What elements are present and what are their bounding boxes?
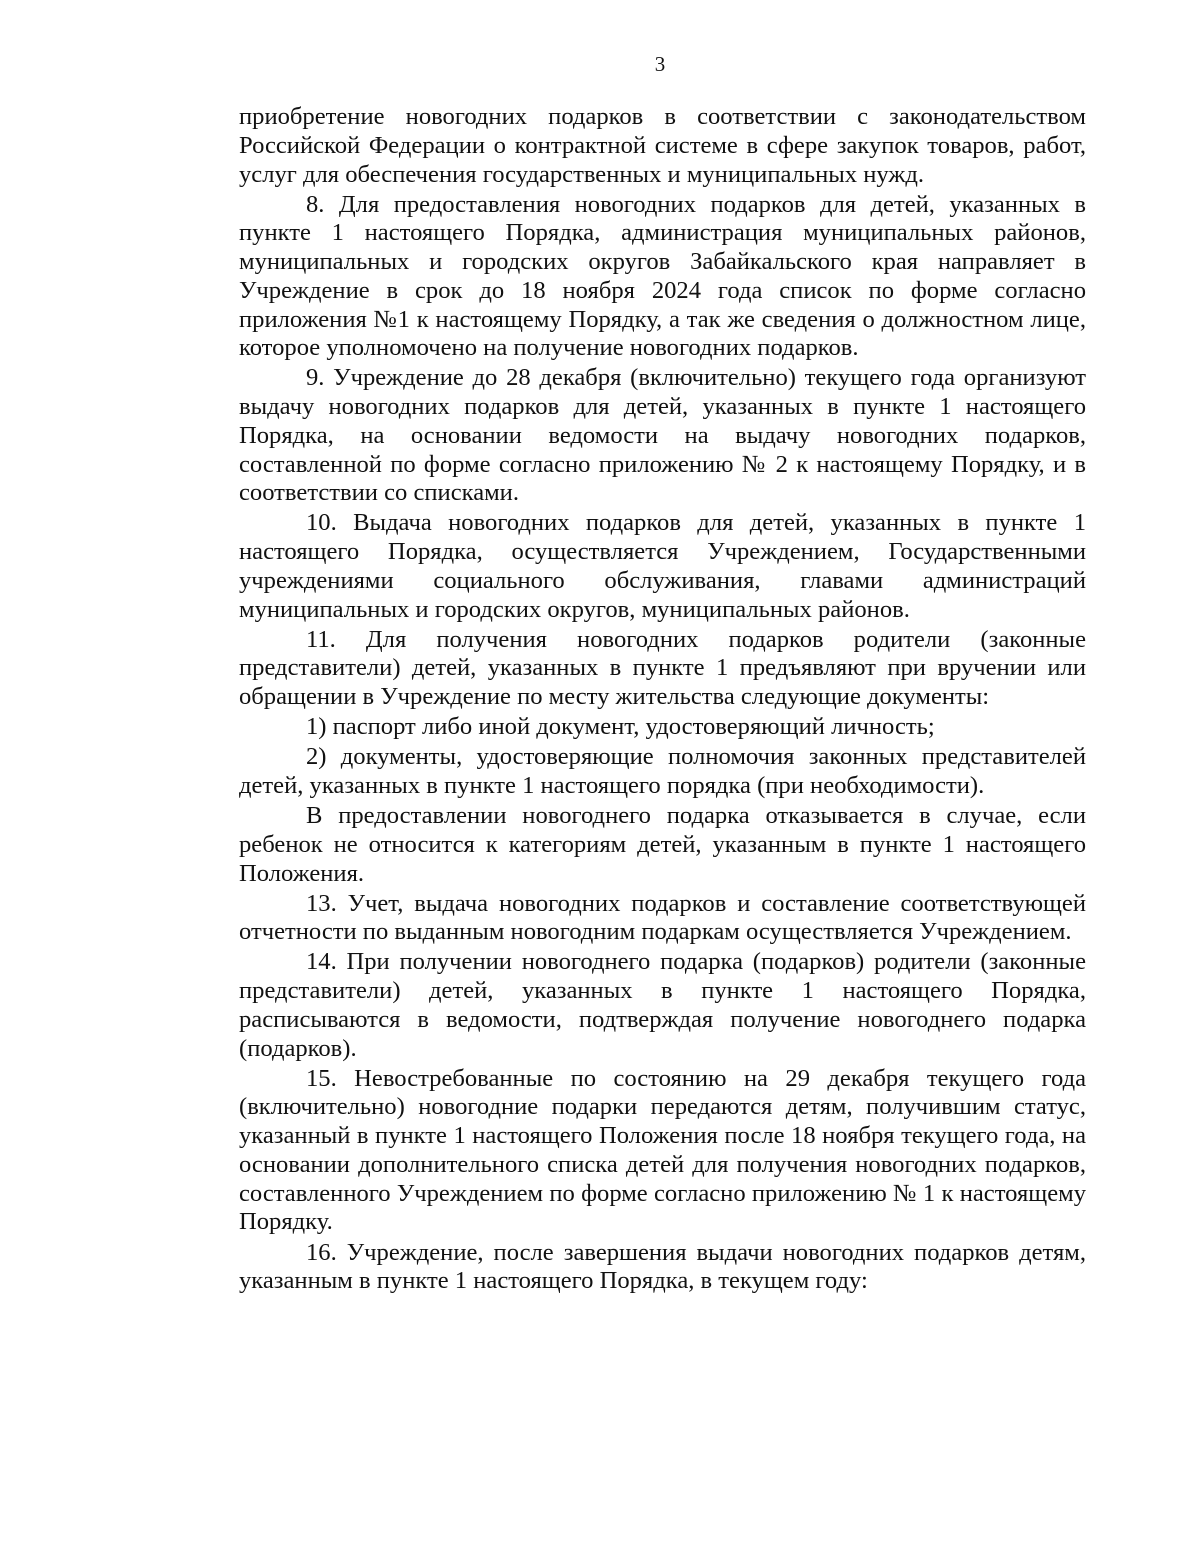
paragraph-subitem-2: 2) документы, удостоверяющие полномочия законных представителей детей, указанных в пункте 1 настоящего порядка (при необходимости). <box>239 743 1086 800</box>
paragraph-item-15: 15. Невостребованные по состоянию на 29 декабря текущего года (включительно) новогодние подарки передаются детям, получившим статус, указанный в пункте 1 настоящего Положения после 18 ноября текущего года, на основании дополнительного списка детей для получения новогодних подарков, составленного Учреждением по форме согласно приложению № 1 к настоящему Порядку. <box>239 1064 1086 1236</box>
paragraph-refusal: В предоставлении новогоднего подарка отказывается в случае, если ребенок не относится к категориям детей, указанным в пункте 1 настоящего Положения. <box>239 802 1086 887</box>
paragraph-item-10: 10. Выдача новогодних подарков для детей, указанных в пункте 1 настоящего Порядка, осуществляется Учреждением, Государственными учреждениями социального обслуживания, главами администраций муниципальных и городских округов, муниципальных районов. <box>239 509 1086 623</box>
paragraph-item-16: 16. Учреждение, после завершения выдачи новогодних подарков детям, указанным в пункте 1 настоящего Порядка, в текущем году: <box>239 1238 1086 1295</box>
paragraph-item-11: 11. Для получения новогодних подарков родители (законные представители) детей, указанных в пункте 1 предъявляют при вручении или обращении в Учреждение по месту жительства следующие документы: <box>239 625 1086 711</box>
document-body <box>239 103 1086 1297</box>
page-number: 3 <box>654 52 666 76</box>
paragraph-item-14: 14. При получении новогоднего подарка (подарков) родители (законные представители) детей, указанных в пункте 1 настоящего Порядка, расписываются в ведомости, подтверждая получение новогоднего подарка (подарков). <box>239 948 1086 1062</box>
paragraph-item-13: 13. Учет, выдача новогодних подарков и составление соответствующей отчетности по выданным новогодним подаркам осуществляется Учреждением. <box>239 889 1086 946</box>
paragraph-item-9: 9. Учреждение до 28 декабря (включительно) текущего года организуют выдачу новогодних подарков для детей, указанных в пункте 1 настоящего Порядка, на основании ведомости на выдачу новогодних подарков, составленной по форме согласно приложению № 2 к настоящему Порядку, и в соответствии со списками. <box>239 364 1086 507</box>
paragraph-continuation: приобретение новогодних подарков в соответствии с законодательством Российской Федерации о контрактной системе в сфере закупок товаров, работ, услуг для обеспечения государственных и муниципальных нужд. <box>239 103 1086 188</box>
paragraph-item-8: 8. Для предоставления новогодних подарков для детей, указанных в пункте 1 настоящего Порядка, администрация муниципальных районов, муниципальных и городских округов Забайкальского края направляет в Учреждение в срок до 18 ноября 2024 года список по форме согласно приложения №1 к настоящему Порядку, а так же сведения о должностном лице, которое уполномочено на получение новогодних подарков. <box>239 190 1086 362</box>
paragraph-subitem-1: 1) паспорт либо иной документ, удостоверяющий личность; <box>306 713 935 741</box>
